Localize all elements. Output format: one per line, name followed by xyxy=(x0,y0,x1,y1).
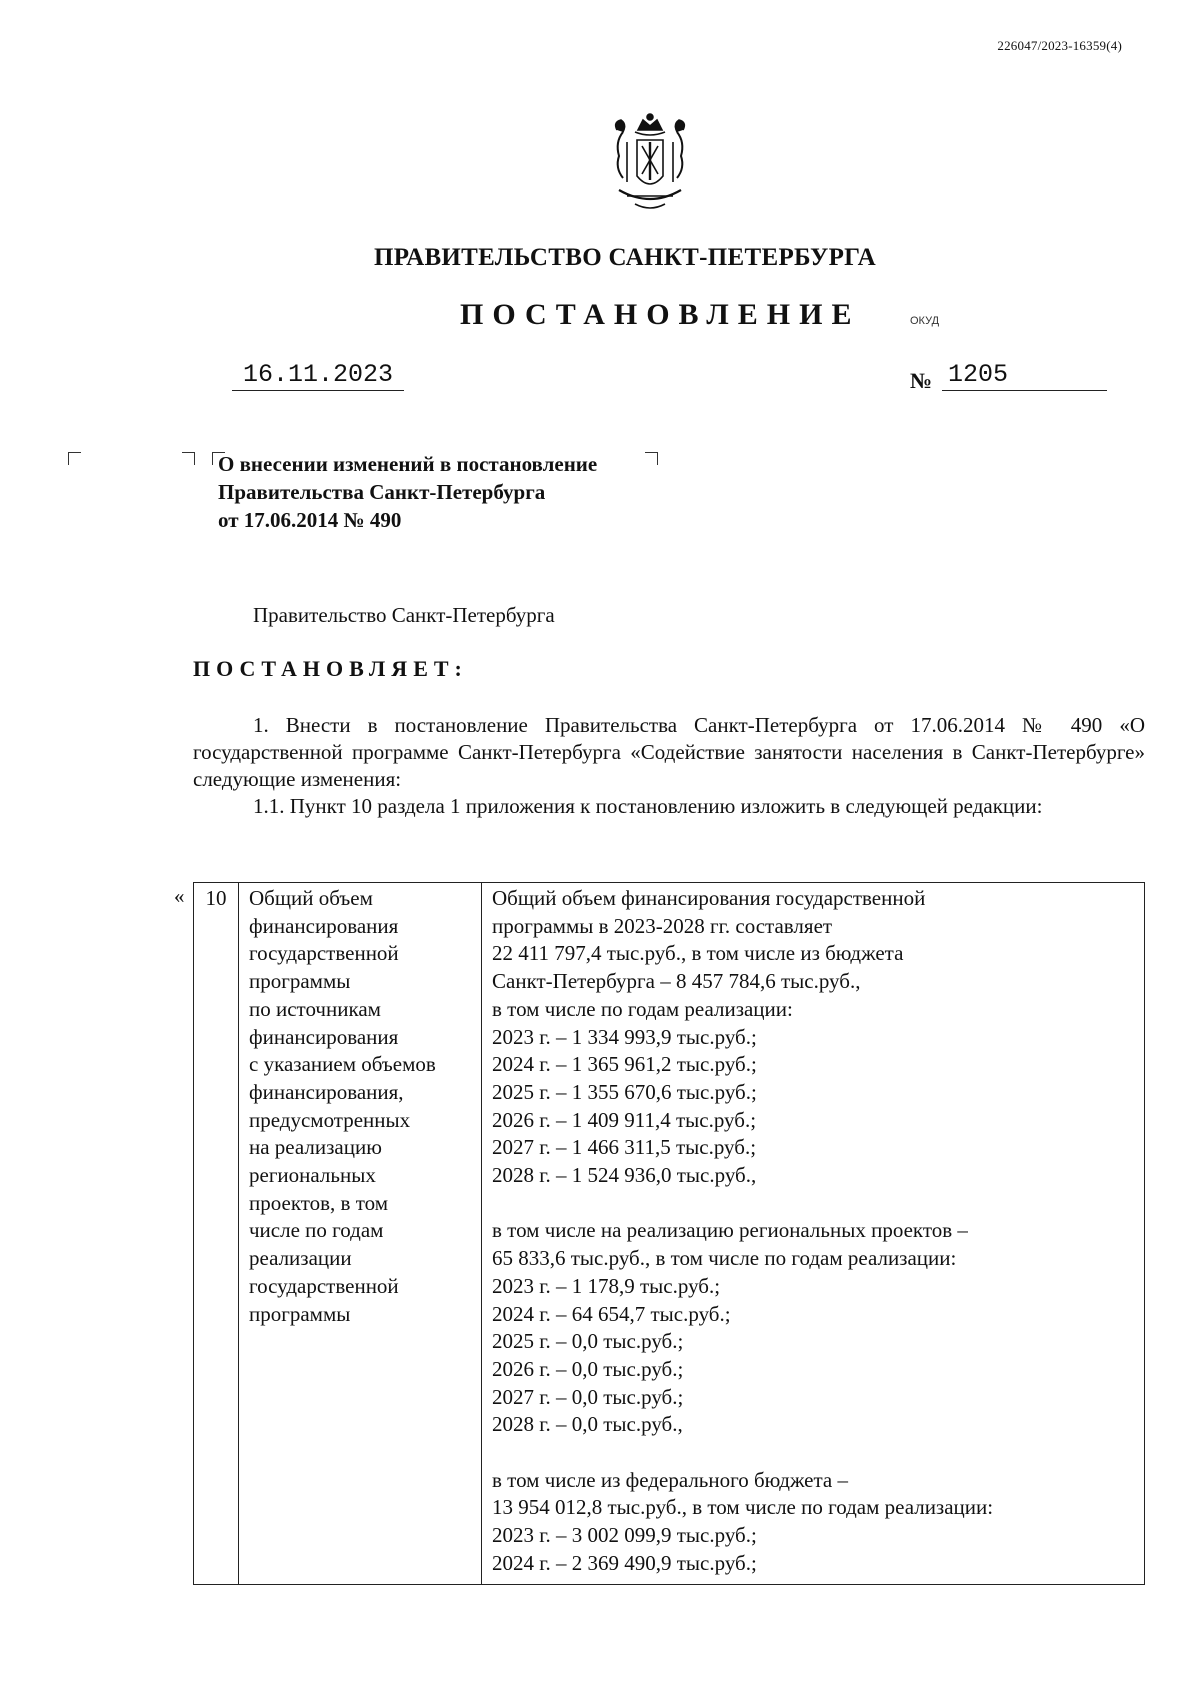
label-line: с указанием объемов xyxy=(249,1052,436,1077)
label-line: региональных xyxy=(249,1163,376,1188)
row-content xyxy=(482,883,1145,1585)
resolves-heading: ПОСТАНОВЛЯЕТ: xyxy=(193,656,468,681)
content-line: 2023 г. – 3 002 099,9 тыс.руб.; xyxy=(492,1523,757,1548)
content-line: 2027 г. – 1 466 311,5 тыс.руб.; xyxy=(492,1135,757,1160)
decree-subject xyxy=(218,450,597,534)
label-line: программы xyxy=(249,969,351,994)
content-line: 13 954 012,8 тыс.руб., в том числе по годам реализации: xyxy=(492,1495,994,1520)
row-number: 10 xyxy=(194,883,239,1585)
subject-line: О внесении изменений в постановление xyxy=(218,452,598,476)
preamble: Правительство Санкт-Петербурга xyxy=(253,603,555,627)
corner-mark xyxy=(645,452,658,465)
total-financing-block xyxy=(492,885,1134,1190)
content-line: 2028 г. – 0,0 тыс.руб., xyxy=(492,1412,683,1437)
corner-mark xyxy=(182,452,195,465)
content-line: 2024 г. – 1 365 961,2 тыс.руб.; xyxy=(492,1052,757,1077)
subject-line: от 17.06.2014 № 490 xyxy=(218,508,402,532)
label-line: государственной xyxy=(249,941,399,966)
document-id: 226047/2023-16359(4) xyxy=(997,38,1122,53)
label-line: финансирования, xyxy=(249,1079,404,1104)
coat-of-arms-emblem xyxy=(605,112,695,217)
content-line: 2024 г. – 64 654,7 тыс.руб.; xyxy=(492,1301,731,1326)
label-line: предусмотренных xyxy=(249,1107,411,1132)
label-line: реализации xyxy=(249,1246,352,1271)
label-line: Общий объем xyxy=(249,886,373,910)
label-line: числе по годам xyxy=(249,1218,384,1243)
label-line: программы xyxy=(249,1301,351,1326)
content-line: 2027 г. – 0,0 тыс.руб.; xyxy=(492,1384,684,1409)
content-line: 2026 г. – 1 409 911,4 тыс.руб.; xyxy=(492,1107,757,1132)
content-line: Санкт-Петербурга – 8 457 784,6 тыс.руб., xyxy=(492,969,861,994)
content-line: в том числе на реализацию региональных проектов – xyxy=(492,1218,968,1243)
label-line: проектов, в том xyxy=(249,1190,389,1215)
content-line: 65 833,6 тыс.руб., в том числе по годам реализации: xyxy=(492,1246,957,1271)
content-line: 2028 г. – 1 524 936,0 тыс.руб., xyxy=(492,1163,757,1188)
open-quote: « xyxy=(174,884,185,908)
regional-projects-block xyxy=(492,1217,1134,1439)
table-row xyxy=(194,883,1145,1585)
number-sign: № xyxy=(910,368,933,393)
content-line: в том числе по годам реализации: xyxy=(492,996,793,1021)
financing-table xyxy=(193,882,1145,1585)
decree-title: ПОСТАНОВЛЕНИЕ xyxy=(460,298,861,331)
federal-budget-block xyxy=(492,1467,1134,1578)
content-line: программы в 2023-2028 гг. составляет xyxy=(492,913,833,938)
okud-label: ОКУД xyxy=(910,315,940,327)
label-line: на реализацию xyxy=(249,1135,382,1160)
label-line: по источникам xyxy=(249,996,381,1021)
row-label xyxy=(239,883,482,1585)
content-line: 2025 г. – 1 355 670,6 тыс.руб.; xyxy=(492,1079,757,1104)
content-line: 2024 г. – 2 369 490,9 тыс.руб.; xyxy=(492,1550,757,1575)
decree-number: 1205 xyxy=(942,360,1107,391)
content-line: 2023 г. – 1 334 993,9 тыс.руб.; xyxy=(492,1024,757,1049)
corner-mark xyxy=(68,452,81,465)
government-title: ПРАВИТЕЛЬСТВО САНКТ-ПЕТЕРБУРГА xyxy=(373,244,877,271)
subject-line: Правительства Санкт-Петербурга xyxy=(218,480,546,504)
label-line: финансирования xyxy=(249,913,399,938)
paragraph-1: 1. Внести в постановление Правительства Санкт-Петербурга от 17.06.2014 № 490 «О государственной программе Санкт-Петербурга «Содействие занятости населения в Санкт-Петербурге» следующие изменения: xyxy=(193,713,1145,791)
content-line: 22 411 797,4 тыс.руб., в том числе из бюджета xyxy=(492,941,904,966)
paragraph-1-1: 1.1. Пункт 10 раздела 1 приложения к постановлению изложить в следующей редакции: xyxy=(253,794,1043,818)
content-line: в том числе из федерального бюджета – xyxy=(492,1467,849,1492)
decree-date: 16.11.2023 xyxy=(232,360,404,391)
label-line: государственной xyxy=(249,1273,399,1298)
content-line: 2023 г. – 1 178,9 тыс.руб.; xyxy=(492,1273,721,1298)
label-line: финансирования xyxy=(249,1024,399,1049)
content-line: 2025 г. – 0,0 тыс.руб.; xyxy=(492,1329,684,1354)
content-line: Общий объем финансирования государственной xyxy=(492,886,926,910)
content-line: 2026 г. – 0,0 тыс.руб.; xyxy=(492,1356,684,1381)
